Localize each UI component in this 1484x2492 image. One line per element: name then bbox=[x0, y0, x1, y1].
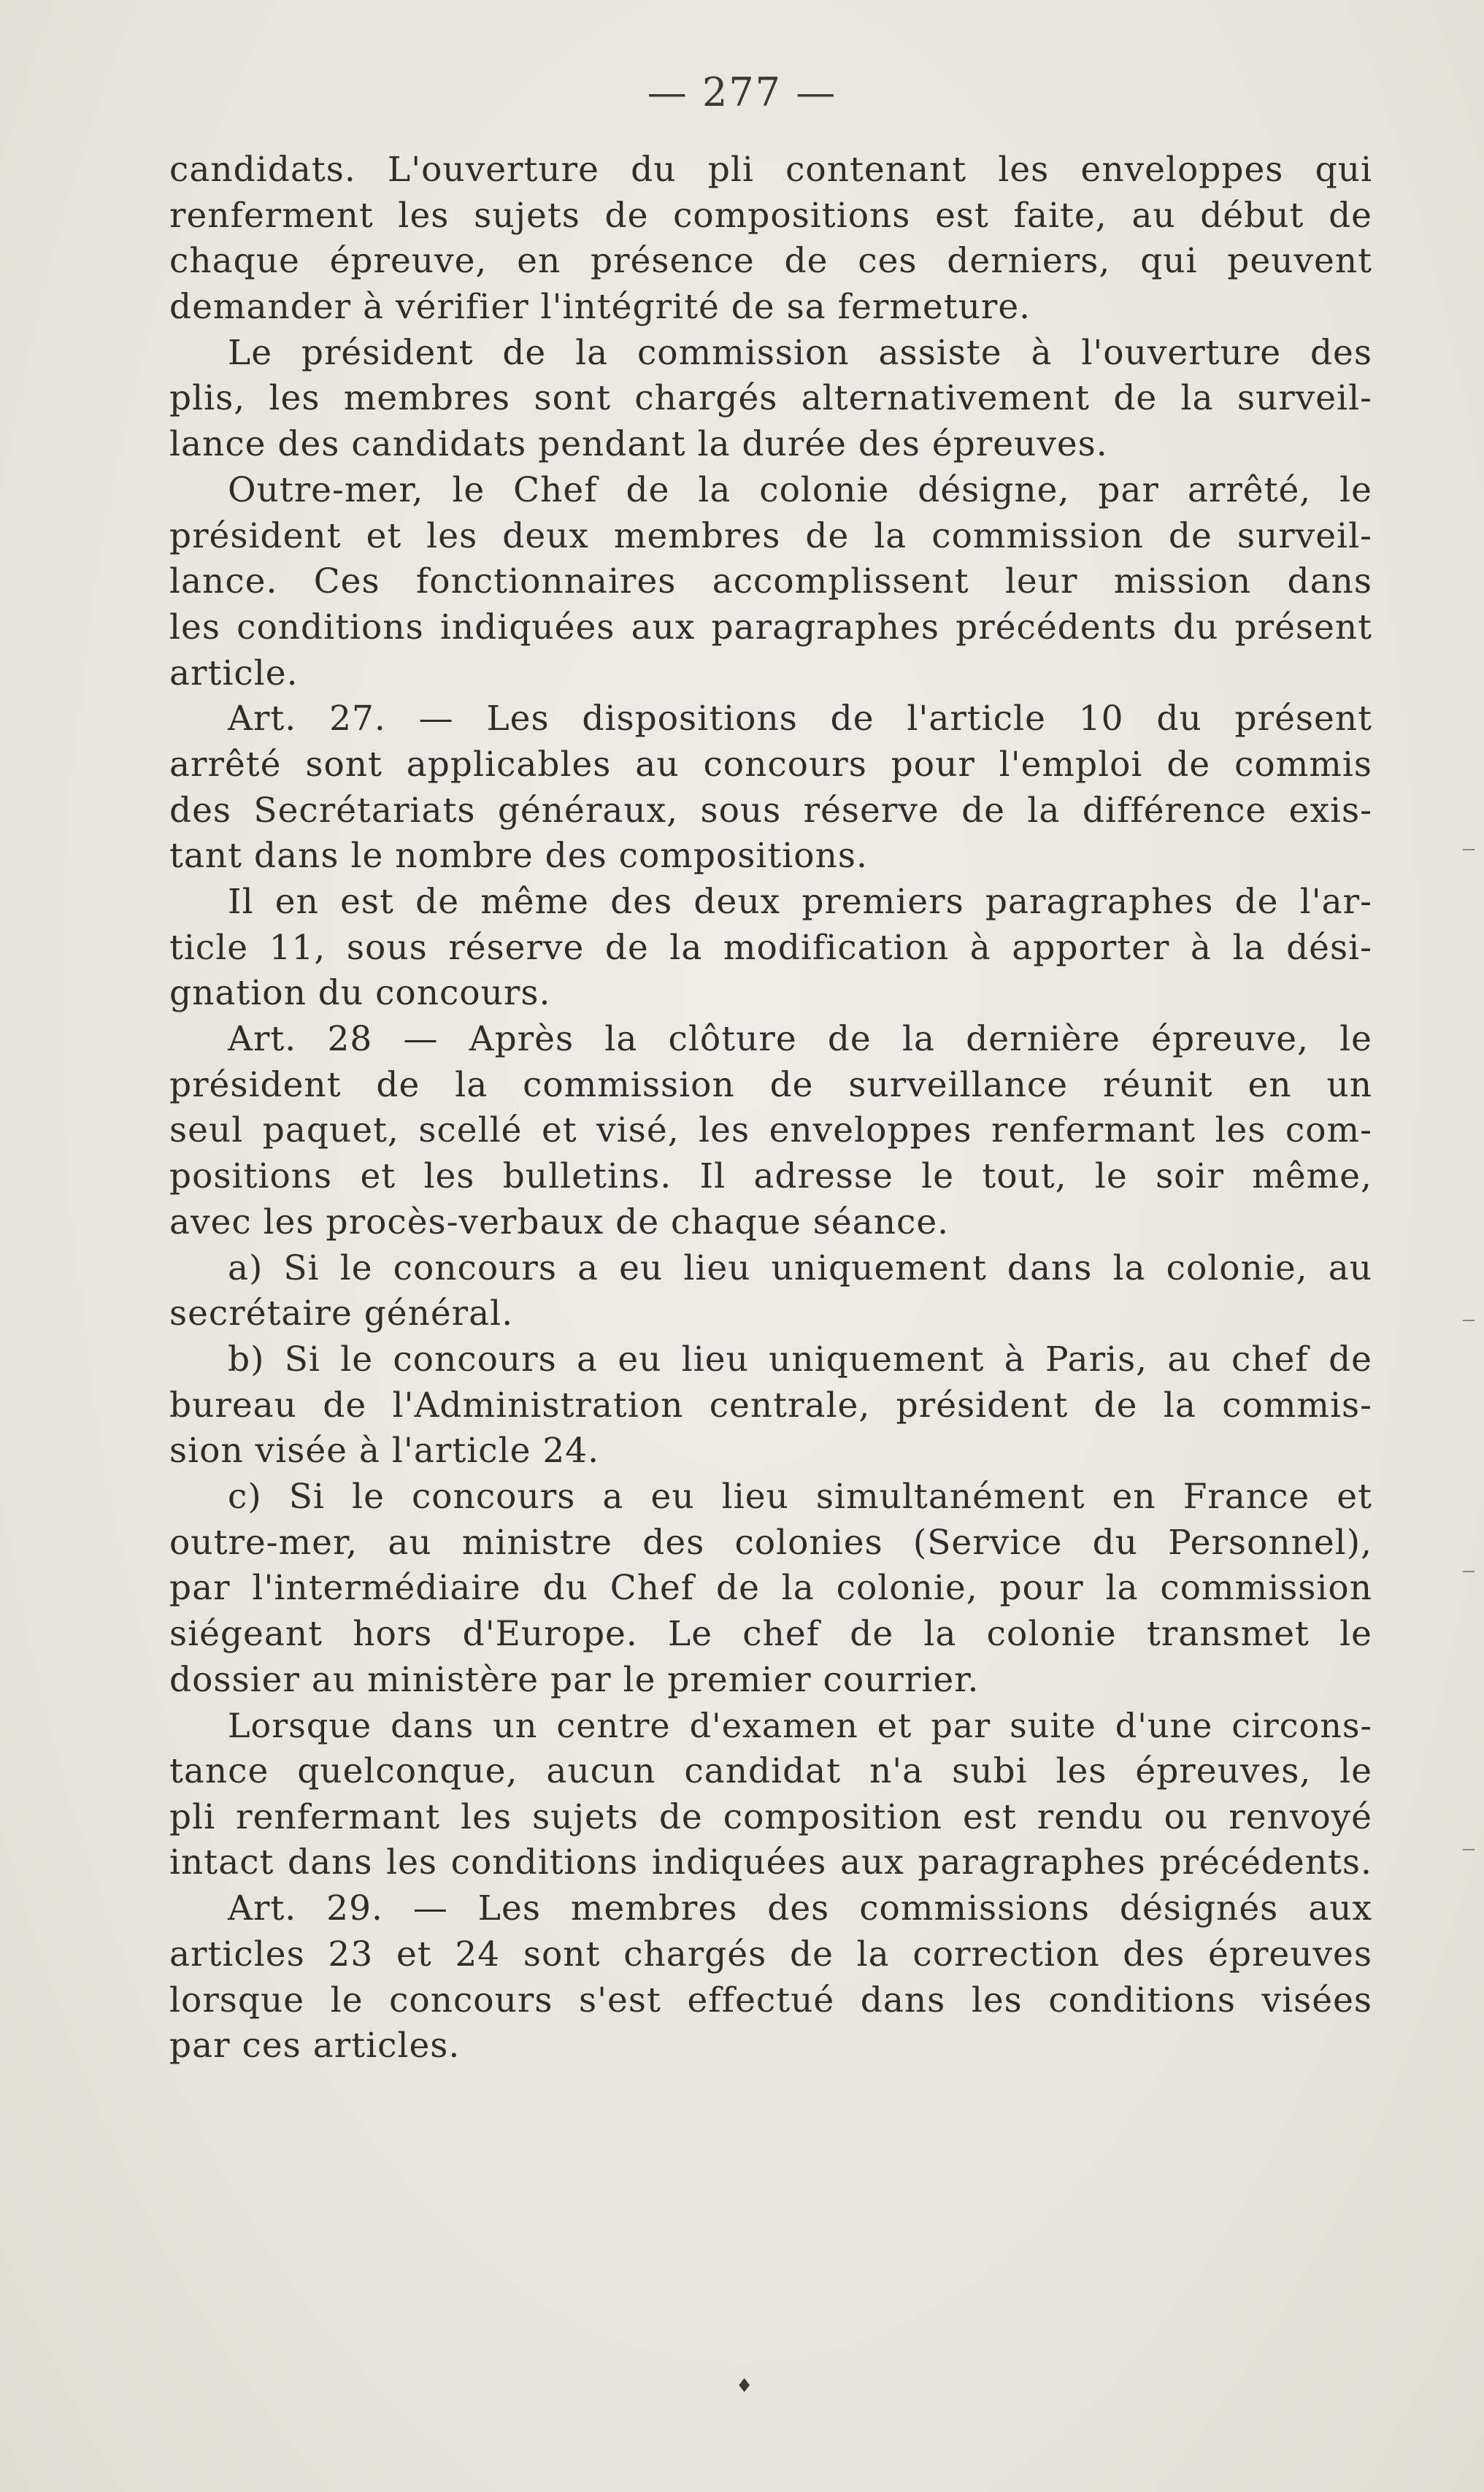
body-text bbox=[169, 147, 1372, 2069]
text-line: Le président de la commission assiste à l'ouverture des bbox=[228, 332, 1372, 373]
text-line: tance quelconque, aucun candidat n'a subi les épreuves, le bbox=[169, 1751, 1372, 1792]
text-line: arrêté sont applicables au concours pour l'emploi de commis bbox=[169, 744, 1372, 785]
text-line: articles 23 et 24 sont chargés de la correction des épreuves bbox=[169, 1934, 1372, 1974]
text-line: gnation du concours. bbox=[169, 973, 551, 1014]
text-line: par l'intermédiaire du Chef de la colonie, pour la commission bbox=[169, 1568, 1372, 1609]
text-line: intact dans les conditions indiquées aux paragraphes précédents. bbox=[169, 1842, 1372, 1883]
text-line: b) Si le concours a eu lieu uniquement à Paris, au chef de bbox=[228, 1339, 1372, 1380]
text-line: pli renfermant les sujets de composition est rendu ou renvoyé bbox=[169, 1796, 1372, 1837]
text-line: lance. Ces fonctionnaires accomplissent leur mission dans bbox=[169, 561, 1372, 602]
text-line: outre-mer, au ministre des colonies (Service du Personnel), bbox=[169, 1522, 1372, 1563]
text-line: Art. 29. — Les membres des commissions désignés aux bbox=[228, 1888, 1372, 1929]
text-line: dossier au ministère par le premier courrier. bbox=[169, 1659, 980, 1700]
text-line: Art. 28 — Après la clôture de la dernière épreuve, le bbox=[228, 1019, 1372, 1060]
text-line: chaque épreuve, en présence de ces derniers, qui peuvent bbox=[169, 241, 1372, 282]
text-line: sion visée à l'article 24. bbox=[169, 1431, 600, 1472]
text-line: tant dans le nombre des compositions. bbox=[169, 836, 868, 877]
text-line: président et les deux membres de la commission de surveil- bbox=[169, 515, 1372, 556]
text-line: seul paquet, scellé et visé, les enveloppes renfermant les com- bbox=[169, 1110, 1372, 1151]
text-line: bureau de l'Administration centrale, président de la commis- bbox=[169, 1385, 1372, 1426]
text-line: a) Si le concours a eu lieu uniquement dans la colonie, au bbox=[228, 1247, 1372, 1288]
text-line: c) Si le concours a eu lieu simultanément en France et bbox=[228, 1476, 1372, 1517]
text-line: Art. 27. — Les dispositions de l'article 10 du présent bbox=[228, 699, 1372, 739]
margin-tick bbox=[1463, 1571, 1475, 1572]
margin-tick bbox=[1463, 1849, 1475, 1850]
text-line: article. bbox=[169, 653, 299, 693]
text-line: Il en est de même des deux premiers paragraphes de l'ar- bbox=[228, 882, 1372, 922]
text-line: candidats. L'ouverture du pli contenant les enveloppes qui bbox=[169, 150, 1372, 190]
page-number: — 277 — bbox=[647, 69, 837, 115]
text-line: par ces articles. bbox=[169, 2026, 461, 2066]
text-line: avec les procès-verbaux de chaque séance. bbox=[169, 1201, 950, 1242]
text-line: lorsque le concours s'est effectué dans les conditions visées bbox=[169, 1980, 1372, 2020]
margin-tick bbox=[1463, 849, 1475, 850]
text-line: des Secrétariats généraux, sous réserve de la différence exis- bbox=[169, 790, 1372, 831]
text-line: président de la commission de surveillance réunit en un bbox=[169, 1064, 1372, 1105]
margin-tick bbox=[1463, 1320, 1475, 1321]
ink-speck: ♦ bbox=[736, 2375, 753, 2397]
text-line: demander à vérifier l'intégrité de sa fermeture. bbox=[169, 287, 1031, 328]
text-line: siégeant hors d'Europe. Le chef de la colonie transmet le bbox=[169, 1614, 1372, 1654]
text-line: lance des candidats pendant la durée des épreuves. bbox=[169, 424, 1108, 465]
text-line: secrétaire général. bbox=[169, 1293, 514, 1334]
text-line: plis, les membres sont chargés alternativement de la surveil- bbox=[169, 378, 1372, 419]
text-line: renferment les sujets de compositions est faite, au début de bbox=[169, 195, 1372, 236]
text-line: positions et les bulletins. Il adresse le tout, le soir même, bbox=[169, 1156, 1372, 1197]
text-line: ticle 11, sous réserve de la modification à apporter à la dési- bbox=[169, 927, 1372, 968]
text-line: Outre-mer, le Chef de la colonie désigne, par arrêté, le bbox=[228, 469, 1372, 510]
text-line: Lorsque dans un centre d'examen et par suite d'une circons- bbox=[228, 1706, 1372, 1746]
text-line: les conditions indiquées aux paragraphes précédents du présent bbox=[169, 607, 1372, 647]
